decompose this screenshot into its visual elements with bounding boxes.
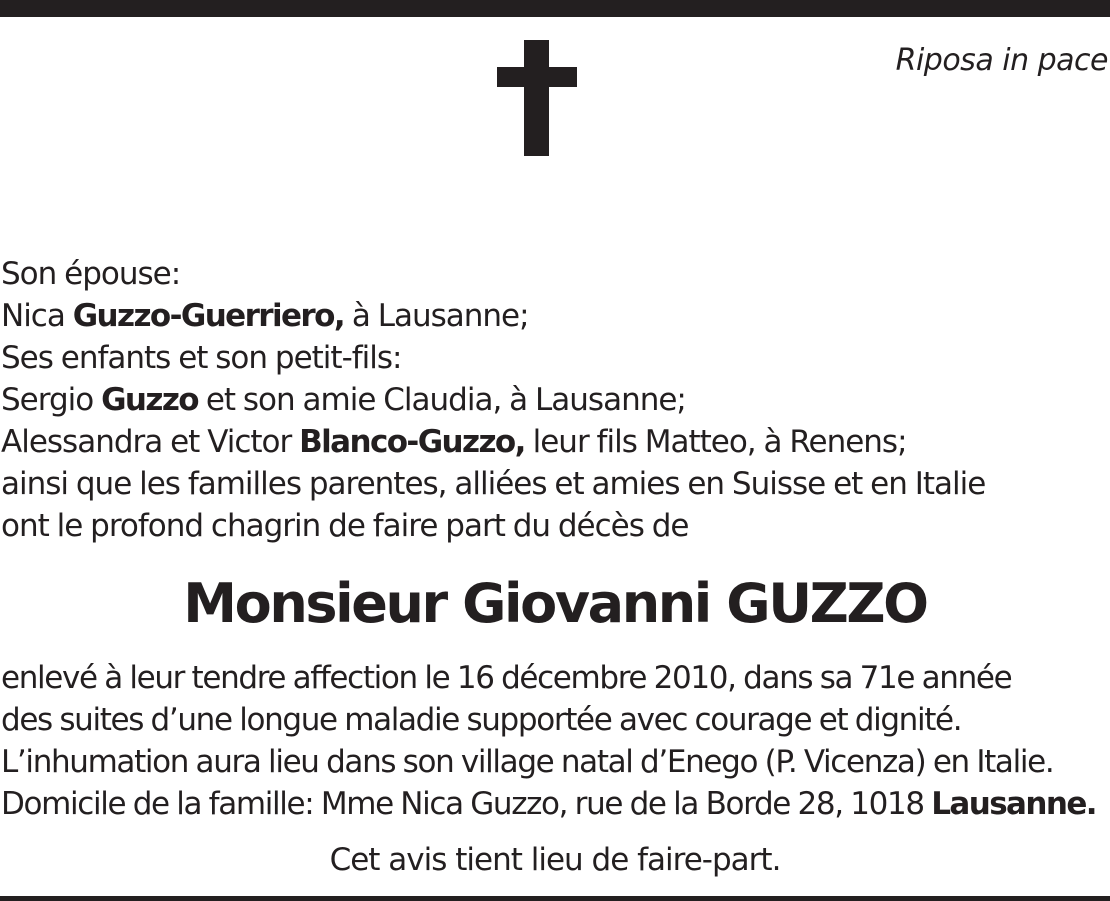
spouse-place: à Lausanne; (344, 298, 529, 334)
cross-icon (497, 40, 577, 156)
family-block (1, 253, 1109, 547)
child2-rest: leur fils Matteo, à Renens; (524, 424, 907, 460)
domicile-city: Lausanne. (931, 786, 1096, 822)
child1-line (1, 379, 1109, 421)
child1-rest: et son amie Claudia, à Lausanne; (197, 382, 686, 418)
relatives-line: ainsi que les familles parentes, alliées et amies en Suisse et en Italie (1, 466, 986, 502)
details-line-2: des suites d’une longue maladie supportée avec courage et dignité. (1, 702, 962, 738)
child2-first-names: Alessandra et Victor (1, 424, 300, 460)
bottom-border-rule (0, 896, 1110, 901)
details-line-1: enlevé à leur tendre affection le 16 décembre 2010, dans sa 71e année (1, 660, 1012, 696)
domicile-address: Domicile de la famille: Mme Nica Guzzo, rue de la Borde 28, 1018 (1, 786, 932, 822)
details-line-4 (1, 783, 1109, 825)
children-label: Ses enfants et son petit-fils: (1, 340, 402, 376)
spouse-line (1, 295, 1109, 337)
child1-surname: Guzzo (101, 382, 198, 418)
spouse-first-name: Nica (1, 298, 73, 334)
details-line-3: L’inhumation aura lieu dans son village natal d’Enego (P. Vicenza) en Italie. (1, 744, 1054, 780)
spouse-label: Son épouse: (1, 256, 181, 292)
deceased-name: Monsieur Giovanni GUZZO (183, 572, 927, 635)
cross-horizontal-bar (497, 67, 577, 87)
child2-surname: Blanco-Guzzo, (299, 424, 525, 460)
details-block (1, 657, 1109, 825)
cross-vertical-bar (524, 40, 549, 156)
announcement-line: ont le profond chagrin de faire part du décès de (1, 508, 689, 544)
child1-first-name: Sergio (1, 382, 102, 418)
spouse-surname: Guzzo-Guerriero, (72, 298, 344, 334)
top-border-rule (0, 0, 1110, 17)
faire-part-notice: Cet avis tient lieu de faire-part. (329, 842, 781, 878)
motto-text: Riposa in pace (895, 43, 1108, 78)
child2-line (1, 421, 1109, 463)
